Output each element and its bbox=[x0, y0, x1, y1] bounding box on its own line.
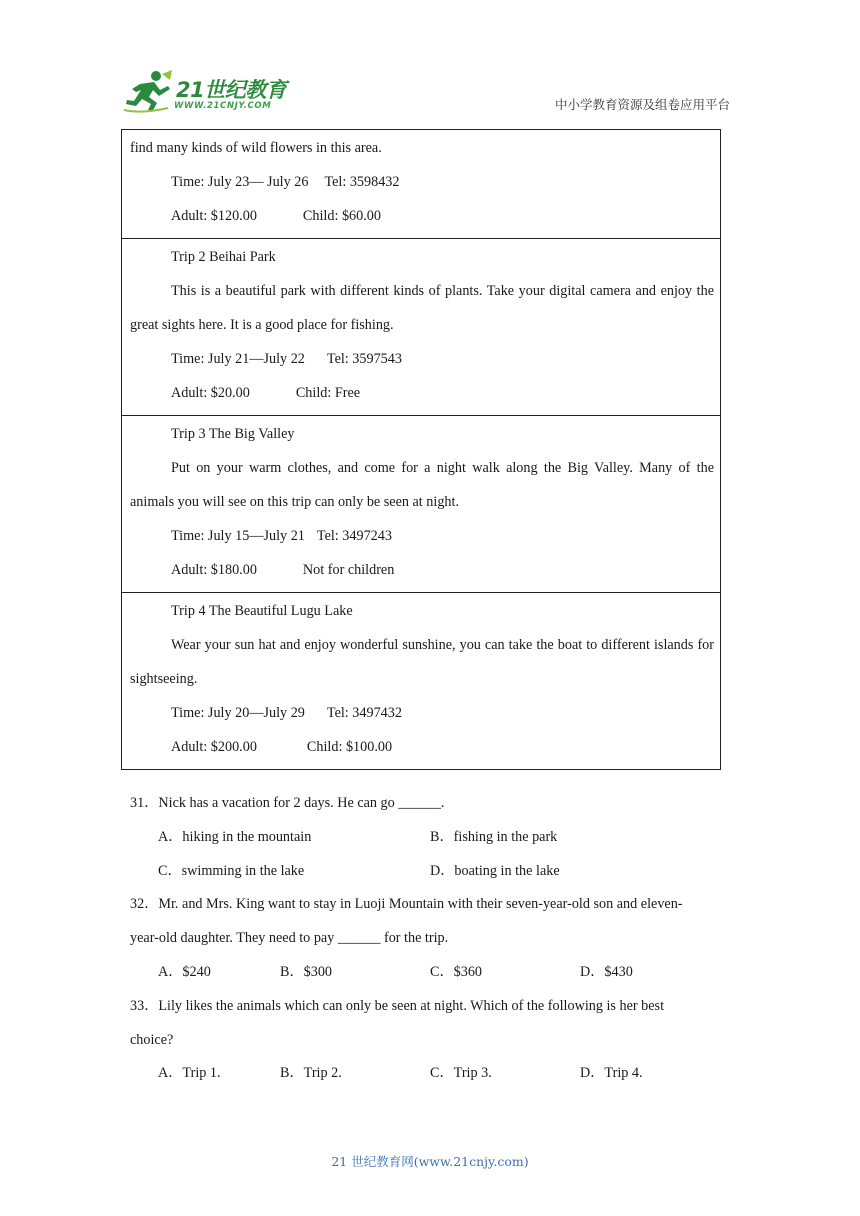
trip-3-time-line bbox=[130, 520, 714, 554]
q32-option-c[interactable]: C．$360 bbox=[430, 963, 483, 980]
trip-2-time: Time: July 21—July 22 bbox=[171, 350, 305, 367]
trip-4-title: Trip 4 The Beautiful Lugu Lake bbox=[171, 603, 353, 620]
trip-4-child: Child: $100.00 bbox=[306, 738, 393, 755]
trip-1-time: Time: July 23— July 26 bbox=[171, 173, 309, 190]
trip-1-cell bbox=[122, 130, 720, 239]
trip-1-tel: Tel: 3598432 bbox=[324, 173, 400, 190]
trip-3-desc: Put on your warm clothes, and come for a night walk along the Big Valley. Many of the animals you will see on this trip can only be seen at night. bbox=[130, 460, 714, 510]
trip-2-tel: Tel: 3597543 bbox=[326, 350, 402, 367]
trip-2-time-line bbox=[130, 343, 714, 377]
trip-1-time-line bbox=[130, 166, 714, 200]
trip-4-adult: Adult: $200.00 bbox=[171, 738, 257, 755]
page-footer[interactable]: 21 世纪教育网(www.21cnjy.com) bbox=[331, 1154, 529, 1169]
question-31: 31．Nick has a vacation for 2 days. He can go ______. bbox=[130, 795, 445, 811]
question-33: 33．Lily likes the animals which can only be seen at night. Which of the following is her best choice? bbox=[130, 997, 665, 1048]
trip-3-time: Time: July 15—July 21 bbox=[171, 527, 305, 544]
trip-4-desc: Wear your sun hat and enjoy wonderful sunshine, you can take the boat to different islands for sightseeing. bbox=[130, 637, 714, 687]
q32-option-a[interactable]: A．$240 bbox=[158, 963, 211, 980]
page-header bbox=[0, 0, 860, 130]
runner-logo-icon bbox=[122, 70, 174, 114]
question-33-options bbox=[130, 1057, 720, 1091]
q32-option-b[interactable]: B．$300 bbox=[280, 963, 333, 980]
trip-1-price-line bbox=[130, 200, 714, 234]
q33-option-c[interactable]: C．Trip 3. bbox=[430, 1065, 492, 1082]
trip-1-desc: find many kinds of wild flowers in this area. bbox=[130, 140, 382, 156]
trip-2-adult: Adult: $20.00 bbox=[171, 384, 250, 401]
trip-1-child: Child: $60.00 bbox=[302, 207, 381, 224]
trip-3-cell bbox=[122, 416, 720, 593]
trip-1-adult: Adult: $120.00 bbox=[171, 207, 257, 224]
trip-2-title: Trip 2 Beihai Park bbox=[171, 249, 276, 266]
trip-2-desc: This is a beautiful park with different kinds of plants. Take your digital camera and enjoy the great sights here. It is a good place for fishing. bbox=[130, 283, 714, 333]
question-31-options bbox=[130, 821, 720, 855]
trip-3-title: Trip 3 The Big Valley bbox=[171, 426, 295, 443]
question-31-options-row2 bbox=[130, 855, 720, 889]
logo-text: 21世纪教育 bbox=[176, 78, 287, 102]
platform-title: 中小学教育资源及组卷应用平台 bbox=[554, 97, 730, 112]
trip-4-cell bbox=[122, 593, 720, 769]
trip-3-adult: Adult: $180.00 bbox=[171, 561, 257, 578]
trip-4-time: Time: July 20—July 29 bbox=[171, 704, 305, 721]
logo-url: WWW.21CNJY.COM bbox=[174, 101, 272, 111]
trip-3-tel: Tel: 3497243 bbox=[316, 527, 392, 544]
trip-2-price-line bbox=[130, 377, 714, 411]
q31-option-c[interactable]: C．swimming in the lake bbox=[158, 862, 305, 879]
question-32: 32．Mr. and Mrs. King want to stay in Luoji Mountain with their seven-year-old son and eleven-year-old daughter. They need to pay ______ for the trip. bbox=[130, 896, 683, 947]
q31-option-b[interactable]: B．fishing in the park bbox=[430, 828, 558, 845]
trip-2-cell bbox=[122, 239, 720, 416]
trip-3-price-line bbox=[130, 554, 714, 588]
q31-option-a[interactable]: A．hiking in the mountain bbox=[158, 828, 312, 845]
question-32-options bbox=[130, 956, 720, 990]
q33-option-b[interactable]: B．Trip 2. bbox=[280, 1065, 342, 1082]
trip-table bbox=[121, 129, 721, 770]
q32-option-d[interactable]: D．$430 bbox=[580, 963, 633, 980]
trip-4-time-line bbox=[130, 697, 714, 731]
question-list bbox=[130, 787, 720, 1091]
q31-option-d[interactable]: D．boating in the lake bbox=[430, 862, 560, 879]
q33-option-a[interactable]: A．Trip 1. bbox=[158, 1065, 221, 1082]
trip-3-child: Not for children bbox=[302, 561, 395, 578]
trip-2-child: Child: Free bbox=[295, 384, 361, 401]
site-logo[interactable] bbox=[122, 70, 292, 118]
q33-option-d[interactable]: D．Trip 4. bbox=[580, 1065, 643, 1082]
trip-4-tel: Tel: 3497432 bbox=[326, 704, 402, 721]
trip-4-price-line bbox=[130, 731, 714, 765]
